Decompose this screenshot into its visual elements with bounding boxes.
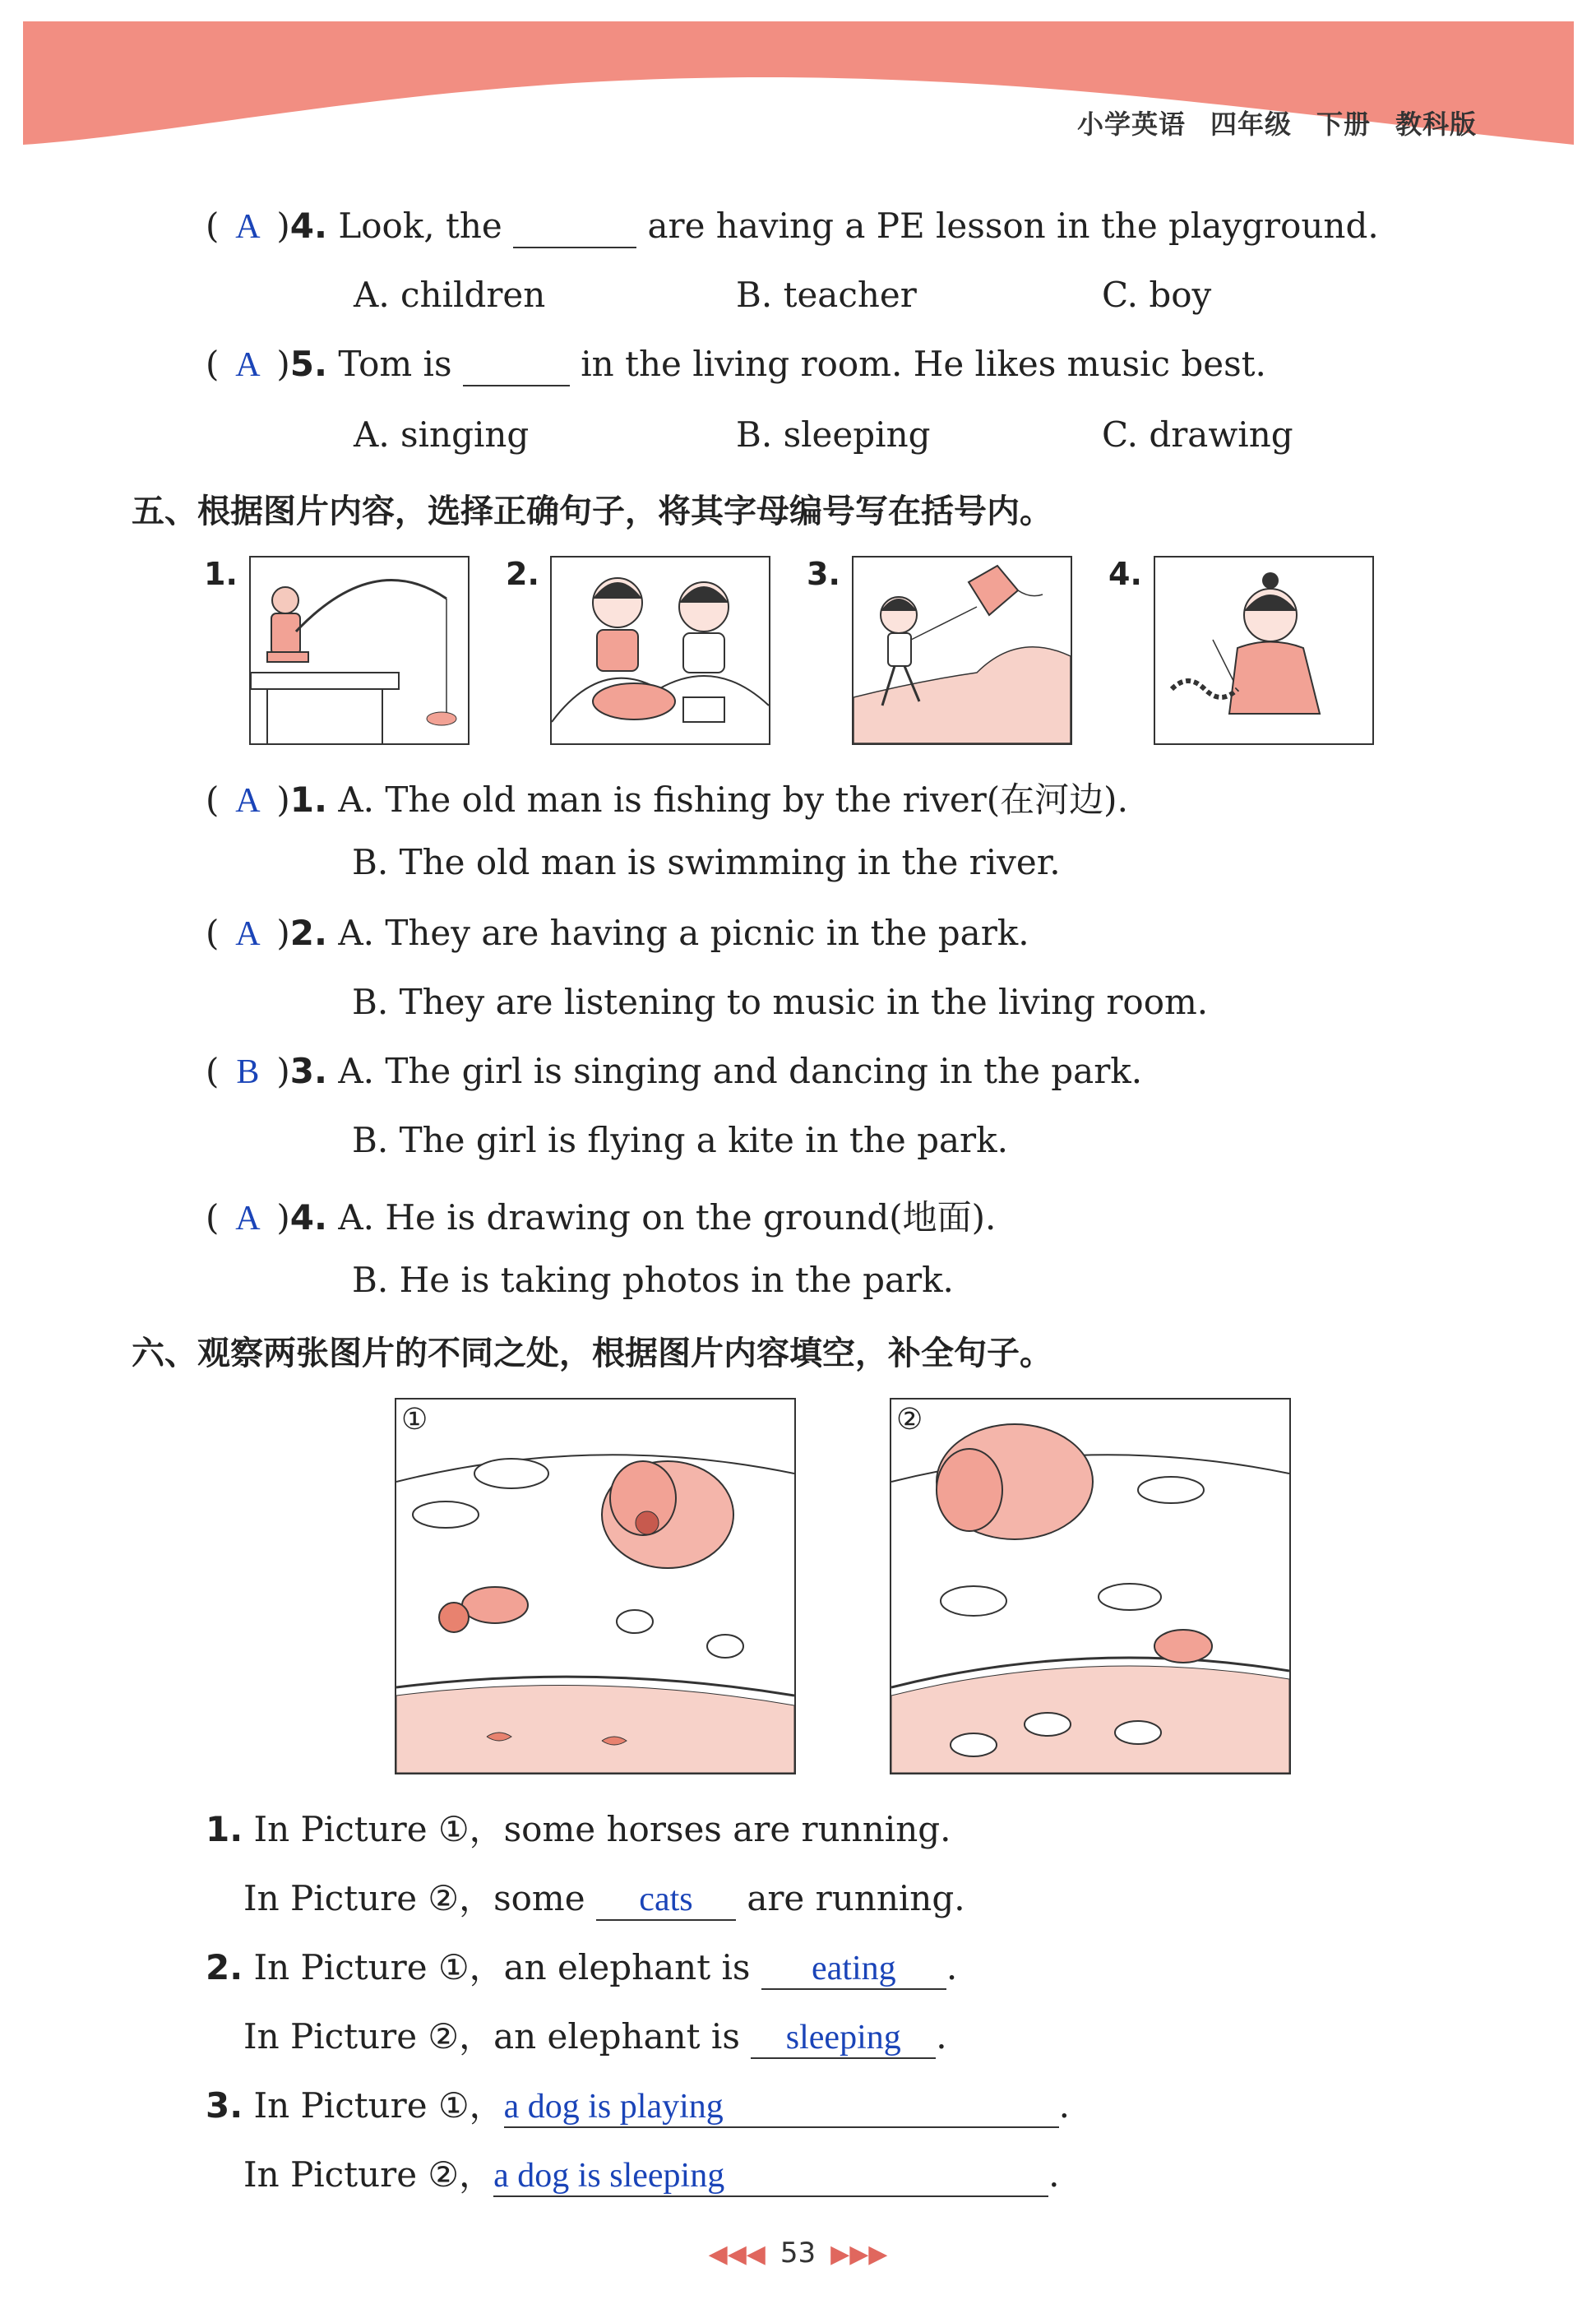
- page-footer: [0, 2237, 1596, 2269]
- s6-item-1-line-1: [206, 1802, 951, 1852]
- s5-q2-number: 2.: [289, 913, 327, 953]
- pic-number-3: 3.: [807, 556, 840, 592]
- picture-2-label: ②: [896, 1403, 923, 1437]
- header-volume: 下册: [1316, 109, 1371, 140]
- s6-item-1-line-2-text: In Picture ②，some: [243, 1878, 585, 1918]
- picture-fishing: [249, 556, 470, 745]
- s6-item-1-line-2-end: are running.: [747, 1878, 965, 1918]
- q5-number: 5.: [289, 344, 327, 384]
- s6-item-3-line-2: In Picture ②，a dog is sleeping .: [243, 2148, 1059, 2197]
- s5-answer-2: A: [235, 915, 261, 953]
- q5-option-c: C. drawing: [1102, 414, 1293, 455]
- q5-text-a: Tom is: [338, 344, 452, 384]
- s5-q2-option-b: B. They are listening to music in the living room.: [352, 982, 1209, 1022]
- q4-blank: [513, 207, 636, 248]
- s6-item-2-blank-1: eating: [761, 1949, 946, 1990]
- prev-arrows-icon: ◀◀◀: [708, 2240, 766, 2269]
- s5-q3-option-b: B. The girl is flying a kite in the park.: [352, 1120, 1008, 1160]
- s6-item-1-blank: cats: [596, 1880, 736, 1921]
- s5-q4-number: 4.: [289, 1197, 327, 1238]
- pic-number-4: 4.: [1108, 556, 1142, 592]
- section6-heading: 六、观察两张图片的不同之处，根据图片内容填空，补全句子。: [132, 1335, 1052, 1372]
- s5-answer-3: B: [236, 1053, 260, 1091]
- s6-item-2-number: 2.: [206, 1947, 243, 1987]
- s5-answer-4: A: [235, 1200, 261, 1238]
- s6-item-3-blank-1: a dog is playing: [504, 2087, 1059, 2128]
- q4-option-a: A. children: [354, 275, 546, 315]
- q4-text-b: are having a PE lesson in the playground.: [647, 206, 1379, 246]
- s5-q4-option-a: A. He is drawing on the ground(地面).: [338, 1197, 997, 1238]
- s5-q3-option-a: A. The girl is singing and dancing in the park.: [338, 1051, 1143, 1091]
- s6-item-3-line-2-text: In Picture ②，: [243, 2154, 494, 2195]
- header-edition: 教科版: [1395, 109, 1477, 140]
- q5-option-b: B. sleeping: [736, 414, 931, 455]
- section5-heading: 五、根据图片内容，选择正确句子，将其字母编号写在括号内。: [132, 493, 1052, 530]
- picture-scene-2: [890, 1398, 1291, 1774]
- q5-text-b: in the living room. He likes music best.: [581, 344, 1266, 384]
- s5-q2-option-a: A. They are having a picnic in the park.: [338, 913, 1029, 953]
- s5-q3-number: 3.: [289, 1051, 327, 1091]
- s5-q1-option-b: B. The old man is swimming in the river.: [352, 842, 1061, 882]
- picture-scene-1: [395, 1398, 796, 1774]
- s5-q1-option-a: A. The old man is fishing by the river(在河边).: [338, 780, 1128, 820]
- header-book-info: [1052, 104, 1477, 141]
- s5-question-2: ( A )2. A. They are having a picnic in the park.: [206, 913, 1029, 953]
- s6-item-2-line-2: In Picture ②，an elephant is sleeping .: [243, 2010, 947, 2059]
- question-5: ( A )5. Tom is in the living room. He likes music best.: [206, 344, 1266, 386]
- q5-blank: [463, 345, 570, 386]
- picture-1-label: ①: [401, 1403, 428, 1437]
- s6-item-2-line-1-text: In Picture ①，an elephant is: [253, 1947, 751, 1987]
- s5-q4-option-b: B. He is taking photos in the park.: [352, 1260, 954, 1300]
- question-4: ( A )4. Look, the are having a PE lesson in the playground.: [206, 206, 1379, 248]
- pic-number-2: 2.: [506, 556, 539, 592]
- s6-item-3-blank-2: a dog is sleeping: [493, 2156, 1048, 2197]
- s6-item-2-blank-2: sleeping: [751, 2018, 936, 2059]
- s5-question-3: ( B )3. A. The girl is singing and dancing in the park.: [206, 1051, 1143, 1091]
- pic-number-1: 1.: [204, 556, 238, 592]
- s5-answer-1: A: [235, 782, 261, 820]
- q4-option-c: C. boy: [1102, 275, 1212, 315]
- answer-4: A: [235, 208, 261, 246]
- s6-item-1-line-2: [243, 1872, 965, 1921]
- q5-option-a: A. singing: [354, 414, 530, 455]
- q4-text-a: Look, the: [338, 206, 502, 246]
- s6-item-1-number: 1.: [206, 1809, 243, 1849]
- s5-q1-number: 1.: [289, 780, 327, 820]
- s6-item-3-number: 3.: [206, 2085, 243, 2126]
- s6-item-2-line-2-text: In Picture ②，an elephant is: [243, 2016, 740, 2057]
- picture-kite: [852, 556, 1072, 745]
- next-arrows-icon: ▶▶▶: [830, 2240, 888, 2269]
- s6-item-1-sentence: In Picture ①，some horses are running.: [253, 1809, 951, 1849]
- answer-5: A: [235, 346, 261, 384]
- q4-number: 4.: [289, 206, 327, 246]
- q4-option-b: B. teacher: [736, 275, 917, 315]
- picture-drawing: [1154, 556, 1374, 745]
- s6-item-3-line-1: 3. In Picture ①，a dog is playing .: [206, 2079, 1070, 2128]
- s6-item-2-line-1: 2. In Picture ①，an elephant is eating .: [206, 1941, 957, 1990]
- picture-picnic: [550, 556, 770, 745]
- s5-question-4: ( A )4. A. He is drawing on the ground(地面).: [206, 1197, 997, 1238]
- page-number: 53: [779, 2237, 817, 2269]
- s5-question-1: ( A )1. A. The old man is fishing by the river(在河边).: [206, 780, 1128, 820]
- s6-item-3-line-1-text: In Picture ①，: [253, 2085, 504, 2126]
- header-grade: 四年级: [1210, 109, 1292, 140]
- header-subject: 小学英语: [1076, 109, 1186, 140]
